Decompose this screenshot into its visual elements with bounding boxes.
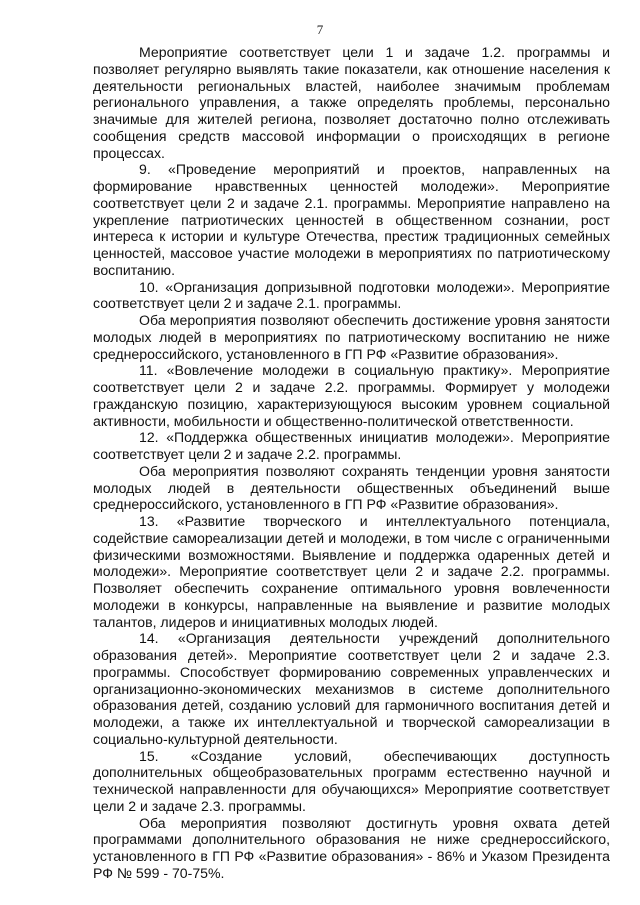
paragraph: Оба мероприятия позволяют обеспечить достижение уровня занятости молодых людей в мероприятиях по патриотическому воспитанию не ниже среднероссийского, установленного в ГП РФ «Развитие образования». [93,312,610,362]
paragraph: Оба мероприятия позволяют сохранять тенденции уровня занятости молодых людей в деятельности общественных объединений выше среднероссийского, установленного в ГП РФ «Развитие образования». [93,462,610,513]
page-number: 7 [316,22,324,37]
paragraph: 9. «Проведение мероприятий и проектов, направленных на формирование нравственных ценностей молодежи». Мероприятие соответствует цели 2 и задаче 2.1. программы. Мероприятие направлено на укрепление патриотических ценностей в общественном сознании, рост интереса к истории и культуре Отечества, престиж традиционных семейных ценностей, массовое участие молодежи в мероприятиях по патриотическому воспитанию. [93,161,610,278]
paragraph: Мероприятие соответствует цели 1 и задаче 1.2. программы и позволяет регулярно выявлять такие показатели, как отношение населения к деятельности региональных властей, наиболее значимым проблемам регионального управления, а также определять проблемы, персонально значимые для жителей региона, позволяет достаточно полно отслеживать сообщения средств массовой информации о происходящих в регионе процессах. [93,44,610,161]
paragraph: 13. «Развитие творческого и интеллектуального потенциала, содействие самореализации детей и молодежи, в том числе с ограниченными физическими возможностями. Выявление и поддержка одаренных детей и молодежи». Мероприятие соответствует цели 2 и задаче 2.2. программы. Позволяет обеспечить сохранение оптимального уровня вовлеченности молодежи в конкурсы, направленные на выявление и развитие молодых талантов, лидеров и инициативных молодых людей. [93,513,610,630]
paragraph: 10. «Организация допризывной подготовки молодежи». Мероприятие соответствует цели 2 и задаче 2.1. программы. [93,278,610,312]
paragraph: 15. «Создание условий, обеспечивающих доступность дополнительных общеобразовательных программ естественно научной и технической направленности для обучающихся» Мероприятие соответствует цели 2 и задаче 2.3. программы. [93,747,610,814]
paragraph: Оба мероприятия позволяют достигнуть уровня охвата детей программами дополнительного образования не ниже среднероссийского, установленного в ГП РФ «Развитие образования» - 86% и Указом Президента РФ № 599 - 70-75%. [93,814,610,881]
paragraph: 11. «Вовлечение молодежи в социальную практику». Мероприятие соответствует цели 2 и задаче 2.2. программы. Формирует у молодежи гражданскую позицию, характеризующуюся высоким уровнем социальной активности, мобильности и общественно-политической ответственности. [93,362,610,429]
paragraph: 14. «Организация деятельности учреждений дополнительного образования детей». Мероприятие соответствует цели 2 и задаче 2.3. программы. Способствует формированию современных управленческих и организационно-экономических механизмов в системе дополнительного образования детей, созданию условий для гармоничного воспитания детей и молодежи, а также их интеллектуальной и творческой самореализации в социально-культурной деятельности. [93,630,610,747]
document-body [93,44,610,882]
paragraph: 12. «Поддержка общественных инициатив молодежи». Мероприятие соответствует цели 2 и задаче 2.2. программы. [93,429,610,462]
